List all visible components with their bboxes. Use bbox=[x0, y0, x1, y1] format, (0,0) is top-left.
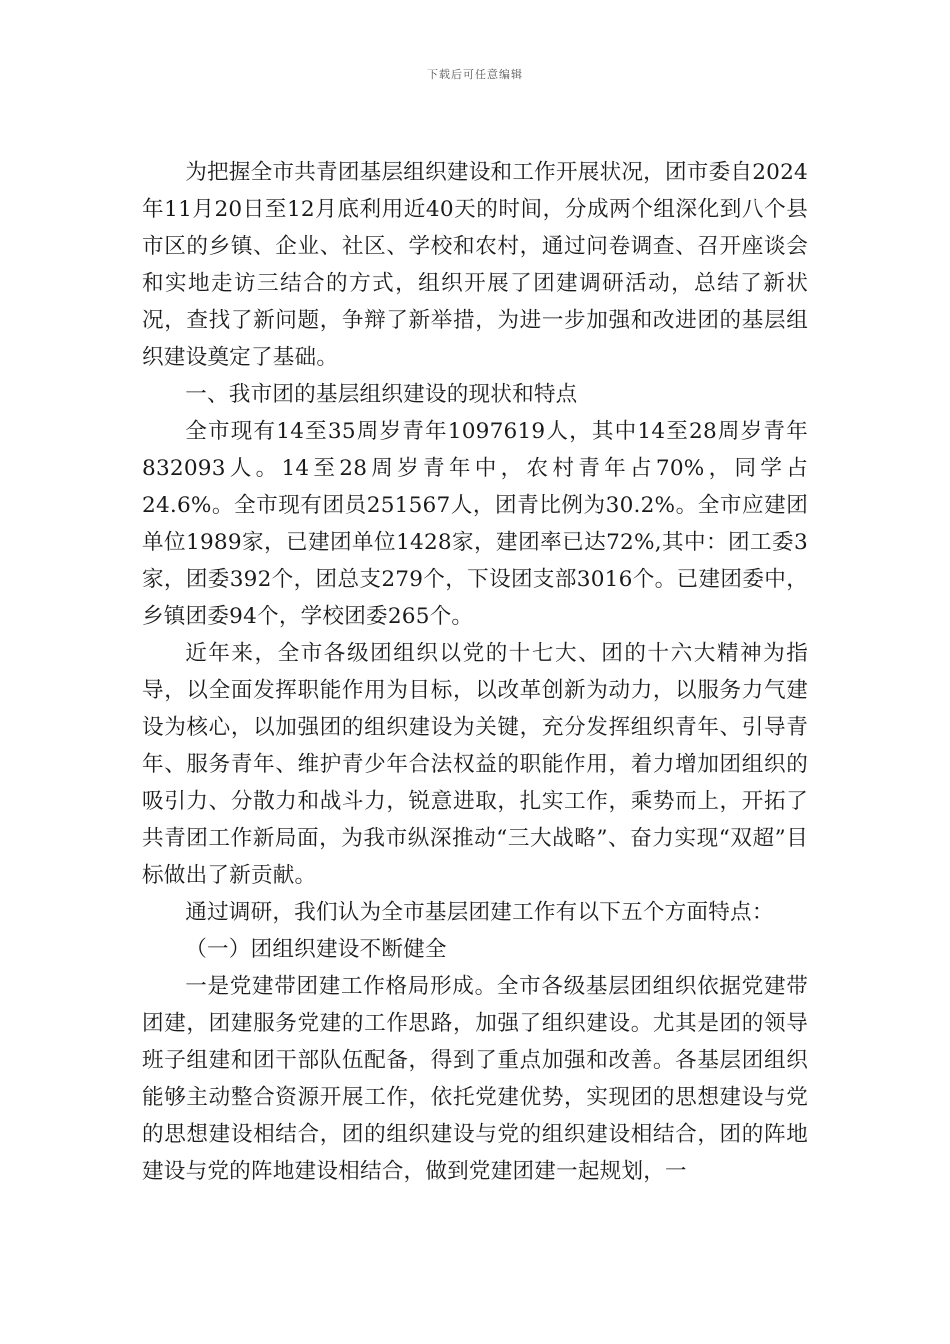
page-header-note: 下载后可任意编辑 bbox=[427, 68, 523, 81]
overview-paragraph: 近年来，全市各级团组织以党的十七大、团的十六大精神为指导，以全面发挥职能作用为目标，以改革创新为动力，以服务力气建设为核心，以加强团的组织建设为关键，充分发挥组织青年、引导青年、服务青年、维护青少年合法权益的职能作用，着力增加团组织的吸引力、分散力和战斗力，锐意进取，扎实工作，乘势而上，开拓了共青团工作新局面，为我市纵深推动“三大战略”、奋力实现“双超”目标做出了新贡献。 bbox=[142, 641, 808, 888]
features-intro-paragraph: 通过调研，我们认为全市基层团建工作有以下五个方面特点： bbox=[185, 900, 774, 925]
statistics-paragraph: 全市现有14至35周岁青年1097619人，其中14至28周岁青年832093人。14至28周岁青年中，农村青年占70%，同学占24.6%。全市现有团员251567人，团青比例为30.2%。全市应建团单位1989家，已建团单位1428家，建团率已达72%,其中：团工委3家，团委392个，团总支279个，下设团支部3016个。已建团委中，乡镇团委94个，学校团委265个。 bbox=[142, 419, 808, 629]
document-body bbox=[142, 154, 808, 1190]
subsection-heading-1: （一）团组织建设不断健全 bbox=[185, 937, 447, 962]
point-one-paragraph: 一是党建带团建工作格局形成。全市各级基层团组织依据党建带团建，团建服务党建的工作思路，加强了组织建设。尤其是团的领导班子组建和团干部队伍配备，得到了重点加强和改善。各基层团组织能够主动整合资源开展工作，依托党建优势，实现团的思想建设与党的思想建设相结合，团的组织建设与党的组织建设相结合，团的阵地建设与党的阵地建设相结合，做到党建团建一起规划，一 bbox=[142, 974, 808, 1184]
section-heading-1: 一、我市团的基层组织建设的现状和特点 bbox=[185, 382, 578, 407]
intro-paragraph: 为把握全市共青团基层组织建设和工作开展状况，团市委自2024年11月20日至12月底利用近40天的时间，分成两个组深化到八个县市区的乡镇、企业、社区、学校和农村，通过问卷调查、召开座谈会和实地走访三结合的方式，组织开展了团建调研活动，总结了新状况，查找了新问题，争辩了新举措，为进一步加强和改进团的基层组织建设奠定了基础。 bbox=[142, 160, 808, 370]
